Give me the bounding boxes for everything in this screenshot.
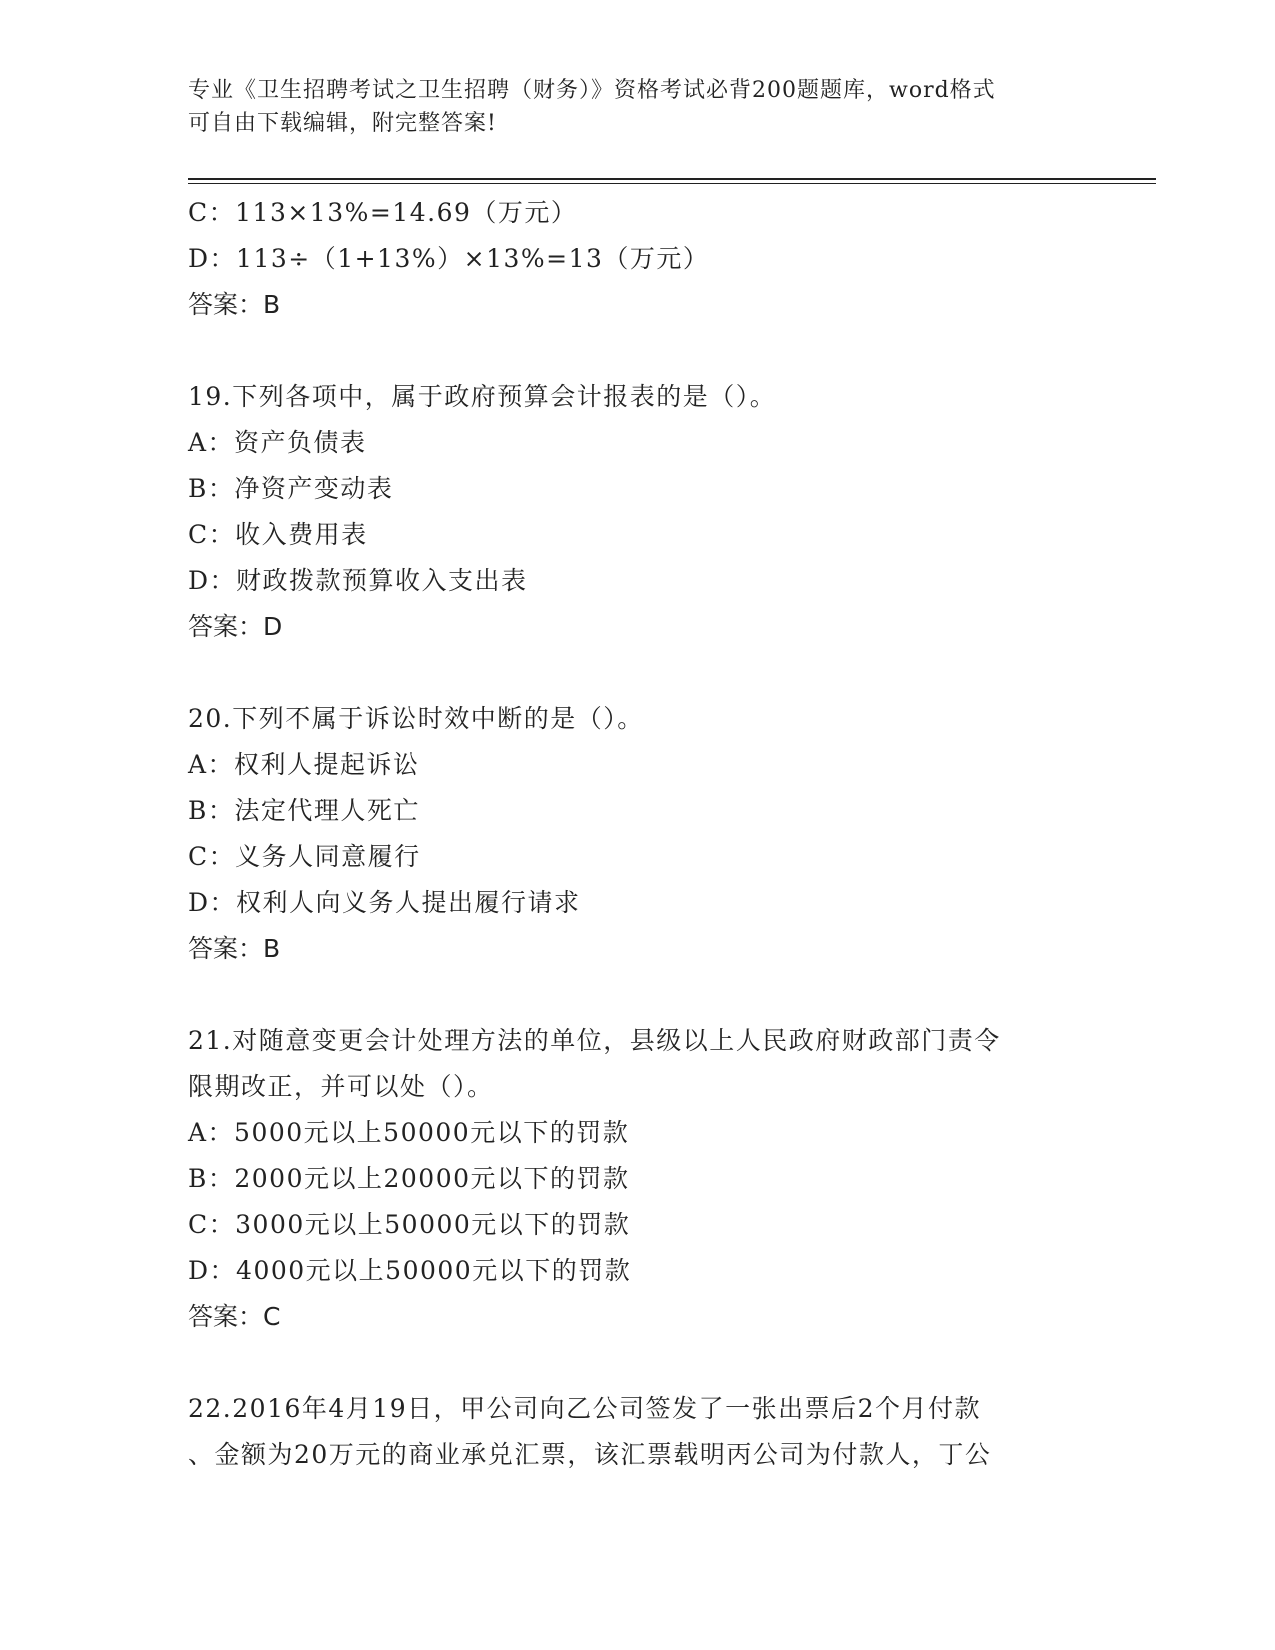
question-20 (188, 696, 1088, 972)
option-a: A：权利人提起诉讼 (188, 750, 420, 779)
document-body (188, 190, 1088, 1478)
spacer (188, 650, 1088, 696)
question-stem: 20.下列不属于诉讼时效中断的是（）。 (188, 704, 644, 733)
header-rule-thick (188, 178, 1156, 180)
question-22 (188, 1386, 1088, 1478)
question-stem-line-1: 21.对随意变更会计处理方法的单位，县级以上人民政府财政部门责令 (188, 1026, 1001, 1055)
option-a: A：资产负债表 (188, 428, 367, 457)
option-d: D：113÷（1+13%）×13%=13（万元） (188, 244, 710, 273)
spacer (188, 1340, 1088, 1386)
question-stem: 19.下列各项中，属于政府预算会计报表的是（）。 (188, 382, 777, 411)
document-header (188, 74, 1088, 140)
spacer (188, 328, 1088, 374)
answer-line: 答案：D (188, 612, 283, 641)
option-d: D：权利人向义务人提出履行请求 (188, 888, 581, 917)
question-19 (188, 374, 1088, 650)
option-b: B：2000元以上20000元以下的罚款 (188, 1164, 630, 1193)
option-c: C：113×13%=14.69（万元） (188, 198, 578, 227)
answer-line: 答案：B (188, 934, 281, 963)
question-stem-line-2: 、金额为20万元的商业承兑汇票，该汇票载明丙公司为付款人，丁公 (188, 1440, 992, 1469)
answer-line: 答案：C (188, 1302, 281, 1331)
question-21 (188, 1018, 1088, 1340)
option-b: B：净资产变动表 (188, 474, 394, 503)
spacer (188, 972, 1088, 1018)
option-a: A：5000元以上50000元以下的罚款 (188, 1118, 630, 1147)
option-b: B：法定代理人死亡 (188, 796, 420, 825)
option-c: C：收入费用表 (188, 520, 368, 549)
answer-line: 答案：B (188, 290, 281, 319)
question-stem-line-1: 22.2016年4月19日，甲公司向乙公司签发了一张出票后2个月付款 (188, 1394, 982, 1423)
option-d: D：4000元以上50000元以下的罚款 (188, 1256, 632, 1285)
option-d: D：财政拨款预算收入支出表 (188, 566, 528, 595)
option-c: C：义务人同意履行 (188, 842, 421, 871)
option-c: C：3000元以上50000元以下的罚款 (188, 1210, 631, 1239)
header-line-2: 可自由下载编辑，附完整答案! (188, 111, 497, 136)
header-line-1: 专业《卫生招聘考试之卫生招聘（财务）》资格考试必背200题题库，word格式 (188, 78, 996, 103)
header-rule-thin (188, 183, 1156, 184)
question-stem-line-2: 限期改正，并可以处（）。 (188, 1072, 494, 1101)
question-18-continued (188, 190, 1088, 328)
